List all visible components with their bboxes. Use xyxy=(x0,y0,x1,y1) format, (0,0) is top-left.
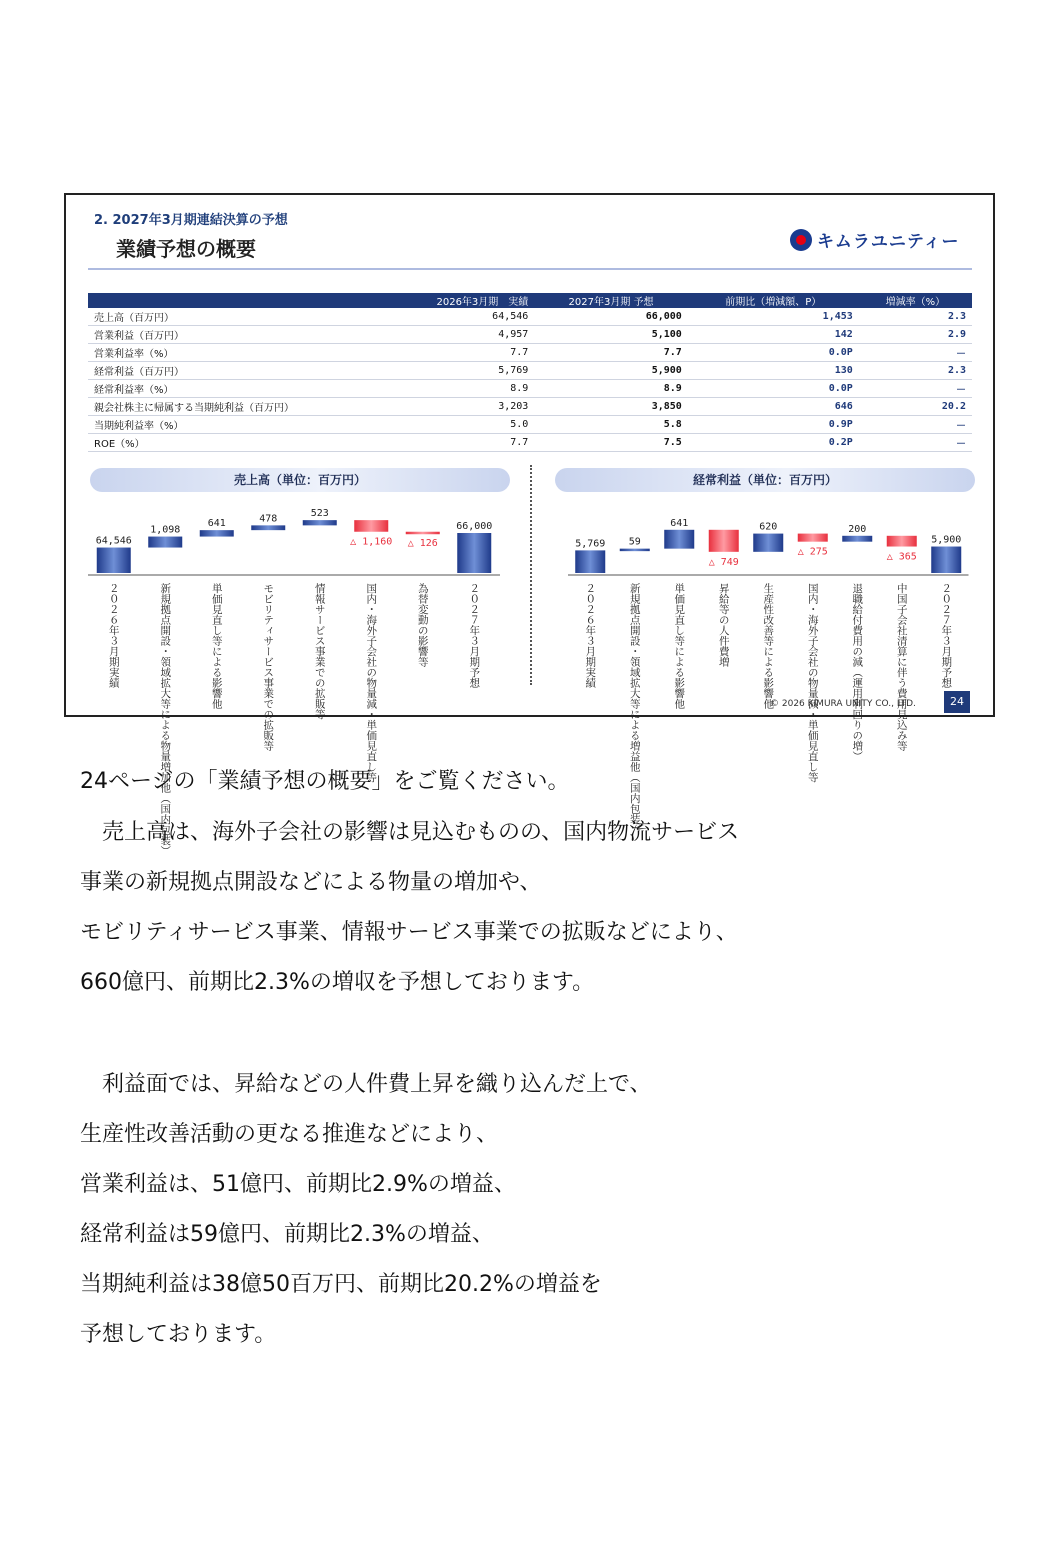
table-cell: 経常利益率（%） xyxy=(88,380,370,398)
forecast-table xyxy=(88,293,972,452)
bar-value-label: 641 xyxy=(670,517,689,529)
sales-chart-title: 売上高（単位：百万円） xyxy=(90,468,510,492)
category-label: 国内・海外子会社の物量減・単価見直し等 xyxy=(365,583,378,783)
table-cell: 7.7 xyxy=(534,344,688,362)
bar-value-label: 620 xyxy=(759,521,778,533)
table-cell: 7.7 xyxy=(370,344,534,362)
table-cell: － xyxy=(859,434,972,452)
table-cell: 8.9 xyxy=(370,380,534,398)
bar-value-label: △ 126 xyxy=(407,538,438,549)
table-row xyxy=(88,416,972,434)
section-heading: 2. 2027年3月期連結決算の予想 xyxy=(94,213,288,228)
table-cell: 4,957 xyxy=(370,326,534,344)
table-cell: 1,453 xyxy=(688,308,859,326)
table-cell: 営業利益（百万円） xyxy=(88,326,370,344)
narration-line: 事業の新規拠点開設などによる物量の増加や、 xyxy=(80,870,542,895)
table-row xyxy=(88,326,972,344)
table-cell: 3,850 xyxy=(534,398,688,416)
bar-value-label: △ 1,160 xyxy=(350,536,393,548)
table-cell: － xyxy=(859,380,972,398)
table-cell: 0.0P xyxy=(688,344,859,362)
bar-value-label: 1,098 xyxy=(150,524,181,536)
table-cell: 当期純利益率（%） xyxy=(88,416,370,434)
table-cell: 3,203 xyxy=(370,398,534,416)
waterfall-bar xyxy=(664,530,694,549)
category-label: 昇給等の人件費増 xyxy=(717,583,730,667)
company-logo xyxy=(790,227,959,252)
narration-line: 営業利益は、51億円、前期比2.9%の増益、 xyxy=(80,1172,516,1197)
narration-line: 利益面では、昇給などの人件費上昇を織り込んだ上で、 xyxy=(80,1072,652,1097)
table-cell: 5,100 xyxy=(534,326,688,344)
table-header: 前期比（増減額、P） xyxy=(688,293,859,308)
category-label: 中国子会社清算に伴う費用見込み等 xyxy=(895,583,908,751)
table-header: 増減率（%） xyxy=(859,293,972,308)
waterfall-bar xyxy=(620,549,650,552)
table-row xyxy=(88,344,972,362)
table-cell: 5.8 xyxy=(534,416,688,434)
bar-value-label: 5,900 xyxy=(931,534,962,546)
title-underline xyxy=(88,268,972,270)
waterfall-bar xyxy=(97,548,131,573)
category-label: 新規拠点開設・領域拡大等による物量増加他（国内包装） xyxy=(159,583,172,856)
category-label: 生産性改善等による影響他 xyxy=(762,583,775,709)
category-label: ２０２７年３月期予想 xyxy=(940,583,953,688)
table-cell: 0.2P xyxy=(688,434,859,452)
waterfall-bar xyxy=(200,530,234,536)
table-row xyxy=(88,398,972,416)
page-number: 24 xyxy=(944,691,970,713)
table-cell: 経常利益（百万円） xyxy=(88,362,370,380)
chart-divider xyxy=(530,465,532,685)
table-cell: 8.9 xyxy=(534,380,688,398)
table-cell: 7.5 xyxy=(534,434,688,452)
logo-mark-icon xyxy=(790,229,812,251)
table-cell: 2.3 xyxy=(859,362,972,380)
bar-value-label: 523 xyxy=(310,508,329,520)
category-label: 単価見直し等による影響他 xyxy=(210,583,223,709)
table-cell: 営業利益率（%） xyxy=(88,344,370,362)
waterfall-bar xyxy=(457,533,491,573)
table-row xyxy=(88,380,972,398)
category-label: ２０２７年３月期予想 xyxy=(468,583,481,688)
bar-value-label: 200 xyxy=(848,523,867,535)
narration-line: 660億円、前期比2.3%の増収を予想しております。 xyxy=(80,970,595,995)
bar-value-label: △ 275 xyxy=(797,546,828,558)
category-label: 退職給付費用の減（運用利回りの増） xyxy=(851,583,864,762)
table-cell: － xyxy=(859,344,972,362)
waterfall-bar xyxy=(798,534,828,542)
table-row xyxy=(88,434,972,452)
waterfall-bar xyxy=(753,534,783,552)
waterfall-bar xyxy=(303,520,337,525)
table-cell: 130 xyxy=(688,362,859,380)
table-cell: 142 xyxy=(688,326,859,344)
table-cell: 5.0 xyxy=(370,416,534,434)
narration-line: 予想しております。 xyxy=(80,1322,277,1347)
waterfall-bar xyxy=(148,537,182,548)
table-cell: 2.9 xyxy=(859,326,972,344)
narration-line: 24ページの「業績予想の概要」をご覧ください。 xyxy=(80,769,570,794)
logo-text: キムラユニティー xyxy=(817,232,960,252)
category-label: モビリティサービス事業での拡販等 xyxy=(262,583,275,751)
table-cell: 0.0P xyxy=(688,380,859,398)
category-label: 単価見直し等による影響他 xyxy=(673,583,686,709)
bar-value-label: 59 xyxy=(628,536,641,548)
waterfall-bar xyxy=(931,547,961,573)
table-cell: 2.3 xyxy=(859,308,972,326)
bar-value-label: △ 365 xyxy=(886,551,917,563)
table-header xyxy=(88,293,370,308)
table-row xyxy=(88,362,972,380)
waterfall-bar xyxy=(251,525,285,530)
table-cell: 66,000 xyxy=(534,308,688,326)
table-header: 2027年3月期 予想 xyxy=(534,293,688,308)
narration-line: 売上高は、海外子会社の影響は見込むものの、国内物流サービス xyxy=(80,820,740,845)
table-cell: 7.7 xyxy=(370,434,534,452)
waterfall-bar xyxy=(406,532,440,535)
table-header-row xyxy=(88,293,972,308)
bar-value-label: 5,769 xyxy=(575,538,606,550)
table-cell: 売上高（百万円） xyxy=(88,308,370,326)
table-cell: 64,546 xyxy=(370,308,534,326)
waterfall-bar xyxy=(709,530,739,552)
bar-value-label: 66,000 xyxy=(456,521,493,532)
narration-line: モビリティサービス事業、情報サービス事業での拡販などにより、 xyxy=(80,920,738,945)
waterfall-bar xyxy=(887,536,917,547)
bar-value-label: 478 xyxy=(259,513,278,525)
table-cell: 646 xyxy=(688,398,859,416)
bar-value-label: 64,546 xyxy=(95,535,132,547)
category-label: ２０２６年３月期実績 xyxy=(584,583,597,688)
category-label: ２０２６年３月期実績 xyxy=(107,583,120,688)
bar-value-label: △ 749 xyxy=(708,556,739,568)
narration-line: 当期純利益は38億50百万円、前期比20.2%の増益を xyxy=(80,1272,602,1297)
table-header: 2026年3月期 実績 xyxy=(370,293,534,308)
copyright: © 2026 KIMURA UNITY CO., LTD. xyxy=(770,699,916,709)
category-label: 新規拠点開設・領域拡大等による増益他（国内包装） xyxy=(628,583,641,835)
narration-line: 経常利益は59億円、前期比2.3%の増益、 xyxy=(80,1222,494,1247)
table-cell: － xyxy=(859,416,972,434)
table-cell: 0.9P xyxy=(688,416,859,434)
bar-value-label: 641 xyxy=(207,518,226,530)
ordinary-profit-chart-title: 経常利益（単位：百万円） xyxy=(555,468,975,492)
table-cell: 20.2 xyxy=(859,398,972,416)
waterfall-bar xyxy=(354,520,388,532)
table-cell: 5,900 xyxy=(534,362,688,380)
category-label: 為替変動の影響等 xyxy=(416,583,429,667)
category-label: 国内・海外子会社の物量減・単価見直し等 xyxy=(806,583,819,783)
table-cell: ROE（%） xyxy=(88,434,370,452)
table-cell: 親会社株主に帰属する当期純利益（百万円） xyxy=(88,398,370,416)
table-cell: 5,769 xyxy=(370,362,534,380)
table-row xyxy=(88,308,972,326)
waterfall-bar xyxy=(575,550,605,573)
slide-title: 業績予想の概要 xyxy=(116,237,256,261)
category-label: 情報サービス事業での拡販等 xyxy=(313,583,326,720)
narration-line: 生産性改善活動の更なる推進などにより、 xyxy=(80,1122,499,1147)
waterfall-bar xyxy=(842,536,872,542)
